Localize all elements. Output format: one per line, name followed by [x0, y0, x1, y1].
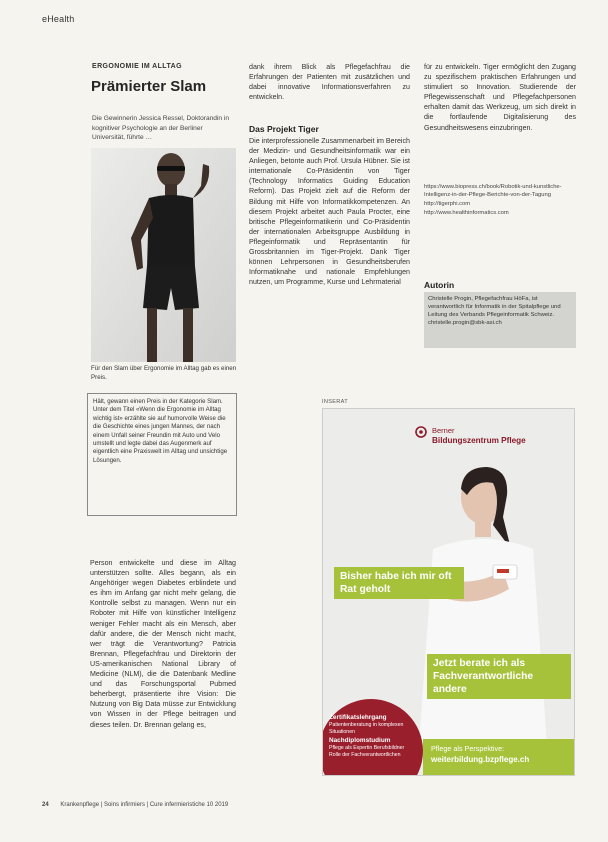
advertisement[interactable]: [322, 408, 575, 776]
link-item[interactable]: https://www.biopress.ch/book/Robotik-und-kunstliche-Intelligenz-in-der-Pflege-Berichte-von-der-Tagung: [424, 184, 562, 198]
link-item[interactable]: http://www.healthinformatics.com: [424, 210, 509, 216]
author-box: [424, 292, 576, 348]
bzpflege-logo-icon: [415, 426, 427, 438]
page-number: 24: [42, 802, 49, 808]
subheading-tiger: Das Projekt Tiger: [249, 124, 319, 134]
ad-cta-line1: Pflege als Perspektive:: [431, 744, 505, 753]
author-bio: Christelle Progin, Pflegefachfrau HöFa, ist verantwortlich für Informatik in der Spitalpflege und Leitung des Verbands Pflegeinformatik Schweiz. christelle.progin@sbk-asi.ch: [428, 296, 561, 326]
page-footer: [42, 802, 228, 808]
slam-photo: [91, 148, 236, 362]
info-box-text: Hält, gewann einen Preis in der Kategorie Slam. Unter dem Titel «Wenn die Ergonomie im Alltag wichtig ist» erzählte sie auf humorvolle Weise die die Geschichte eines jungen Mannes, der nach einem Unfall seiner Freundin mit Auto und Velo umstellt und legte dabei das Augenmerk auf eigentlich eine Praxiswelt im Alltag und unsichtige Lösungen.: [93, 398, 228, 464]
body-column-left: Person entwickelte und diese im Alltag unterstützen sollte. Alles begann, als ein Angehöriger wegen Diabetes erblindete und es ihm im Anfang gar nicht mehr gelang, die Kontrolle selbst zu managen. Wenn nur ein Roboter mit Hilfe von künstlicher Intelligenz weniger Fehler macht als ein Mensch, aber dafür andere, die der Mensch nicht macht, wer trägt die Verantwortung? Patricia Brennan, Pflegefachfrau und Direktorin der US-amerikanischen National Library of Medicine (NLM), die die Datenbank Medline und das Forschungsportal Pubmed beherbergt, präsentierte ihre Vision: Die Nutzung von Big Data müsse zur Entwicklung von Wissen in der Pflege beitragen und dieses teilen. Dr. Brennan gelang es,: [90, 559, 236, 729]
ad-brand-line2: Bildungszentrum Pflege: [432, 436, 526, 445]
photo-caption: Für den Slam über Ergonomie im Alltag gab es einen Preis.: [91, 365, 237, 381]
course-subtitle: Patientenberatung in komplexen Situationen: [329, 722, 404, 735]
article-kicker: ERGONOMIE IM ALLTAG: [92, 63, 182, 70]
article-teaser: Die Gewinnerin Jessica Ressel, Doktorandin in kognitiver Psychologie an der Berliner Universität, führte …: [92, 115, 230, 141]
body-column-middle: Die interprofessionelle Zusammenarbeit im Bereich der Medizin- und Gesundheitsinformatik war ein Anliegen, betonte auch Prof. Ursula Hübner. Sie ist internationale Co-Präsidentin von Tiger (Technology Informatics Guiding Education Reform). Das Projekt zielt auf die Reform der Bildung mit Hilfe von Informatikkompetenzen. An diesem Projekt arbeitet auch Paula Procter, eine britische Pflegeinformatikerin und Co-Präsidentin der internationalen Arbeitsgruppe Ausbildung in Pflegeinformatik und Repräsentantin für Grossbritannien im Tiger-Projekt. Dank Tiger können Lehrpersonen in Gesundheitsberufen Informatiknahe und nationale Empfehlungen nutzen, um Programme, Kurse und Lehrmaterial: [249, 137, 410, 287]
course-subtitle: Pflege als Expertin Berufsbildner Rolle der Fachverantwortlichen: [329, 745, 405, 758]
ad-label: INSERAT: [322, 399, 348, 405]
ad-cta[interactable]: [423, 739, 575, 775]
body-column-right: für zu entwickeln. Tiger ermöglicht den Zugang zu spezifischem praktischen Erfahrungen und stimuliert so Innovation. Studierende der Pflegewissenschaft und Pflegefachpersonen erhalten damit das Werkzeug, um sich direkt in die fortlaufende Digitalisierung des Gesundheitswesens einzubringen.: [424, 63, 576, 132]
article-headline: Prämierter Slam: [91, 78, 207, 95]
link-item[interactable]: http://tigerphi.com: [424, 201, 471, 207]
ad-quote-before: Bisher habe ich mir oft Rat geholt: [334, 567, 464, 599]
author-heading: Autorin: [424, 280, 455, 290]
ad-brand-line1: Berner: [432, 426, 455, 435]
footer-publication: Krankenpflege | Soins infirmiers | Cure infermieristiche 10 2019: [60, 802, 229, 808]
ad-cta-url[interactable]: weiterbildung.bzpflege.ch: [431, 755, 530, 764]
ad-quote-after: Jetzt berate ich als Fachverantwortliche andere: [427, 654, 571, 699]
body-column-middle-top: dank ihrem Blick als Pflegefachfrau die Erfahrungen der Patienten mit zusätzlichen und dabei innovative Informationsverfahren zu entwickeln.: [249, 63, 410, 102]
info-box: [87, 393, 237, 516]
section-label: eHealth: [42, 14, 75, 24]
link-list: [424, 183, 578, 218]
course-title: Zertifikatslehrgang: [329, 714, 387, 721]
course-title: Nachdiplomstudium: [329, 737, 391, 744]
